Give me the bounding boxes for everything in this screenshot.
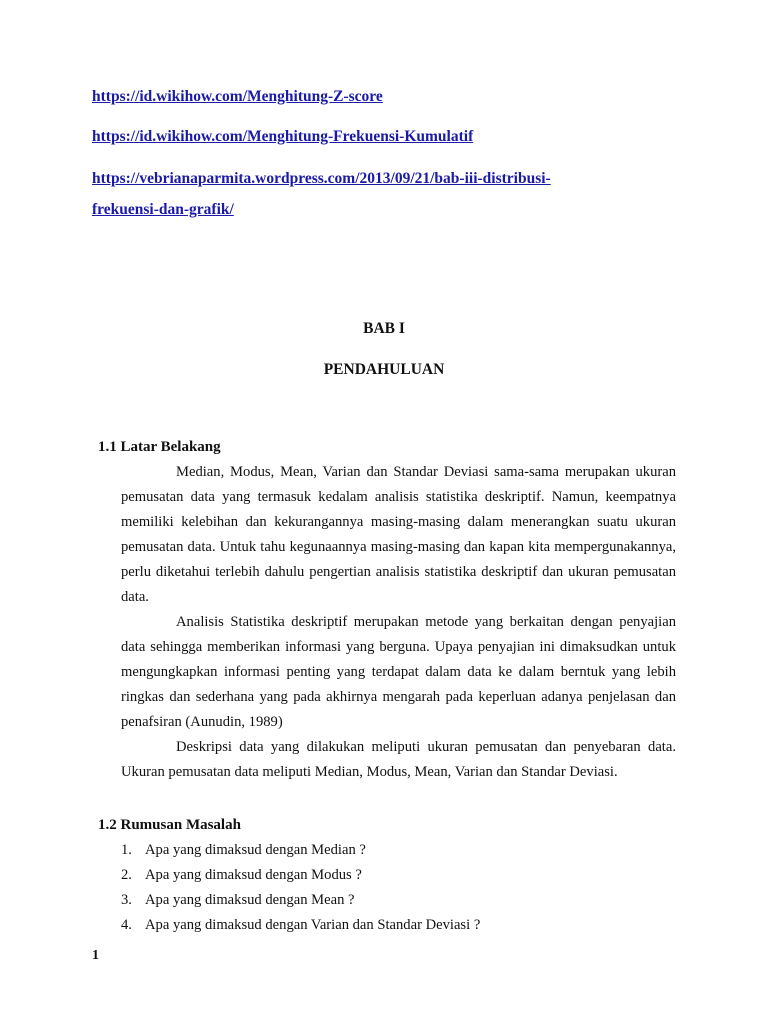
reference-link-frekuensi[interactable]: https://id.wikihow.com/Menghitung-Frekuensi-Kumulatif [92, 128, 474, 145]
page-number: 1 [92, 948, 99, 963]
reference-link-wordpress[interactable]: https://vebrianaparmita.wordpress.com/2013/09/21/bab-iii-distribusi- [92, 170, 551, 187]
reference-link-zscore[interactable]: https://id.wikihow.com/Menghitung-Z-score [92, 88, 383, 105]
question-list [121, 838, 480, 938]
list-number: 2. [121, 867, 132, 883]
chapter-title: PENDAHULUAN [323, 361, 445, 378]
reference-link-wordpress-cont[interactable]: frekuensi-dan-grafik/ [92, 201, 234, 218]
list-text: Apa yang dimaksud dengan Varian dan Standar Deviasi ? [145, 917, 481, 933]
paragraph: Median, Modus, Mean, Varian dan Standar Deviasi sama-sama merupakan ukuran pemusatan data yang termasuk kedalam analisis statistika deskriptif. Namun, keempatnya memiliki kelebihan dan kekurangannya masing-masing dalam menerangkan suatu ukuran pemusatan data. Untuk tahu kegunaannya masing-masing dan kapan kita mempergunakannya, perlu diketahui terlebih dahulu pengertian analisis statistika deskriptif dan ukuran pemusatan data. [121, 464, 676, 605]
chapter-number: BAB I [363, 320, 405, 337]
section-heading-latar-belakang: 1.1 Latar Belakang [98, 439, 221, 455]
list-item [121, 888, 480, 913]
list-item [121, 913, 480, 938]
list-text: Apa yang dimaksud dengan Median ? [145, 842, 366, 858]
list-number: 3. [121, 892, 132, 908]
paragraph: Analisis Statistika deskriptif merupakan metode yang berkaitan dengan penyajian data sehingga memberikan informasi yang berguna. Upaya penyajian ini dimaksudkan untuk mengungkapkan informasi penting yang terdapat dalam data ke dalam berntuk yang lebih ringkas dan sederhana yang pada akhirnya mengarah pada keperluan adanya penjelasan dan penafsiran (Aunudin, 1989) [121, 614, 676, 730]
list-item [121, 863, 480, 888]
list-text: Apa yang dimaksud dengan Modus ? [145, 867, 362, 883]
list-item [121, 838, 480, 863]
section-heading-rumusan-masalah: 1.2 Rumusan Masalah [98, 817, 241, 833]
list-number: 4. [121, 917, 132, 933]
list-number: 1. [121, 842, 132, 858]
paragraph: Deskripsi data yang dilakukan meliputi ukuran pemusatan dan penyebaran data. Ukuran pemusatan data meliputi Median, Modus, Mean, Varian dan Standar Deviasi. [121, 739, 676, 780]
list-text: Apa yang dimaksud dengan Mean ? [145, 892, 355, 908]
